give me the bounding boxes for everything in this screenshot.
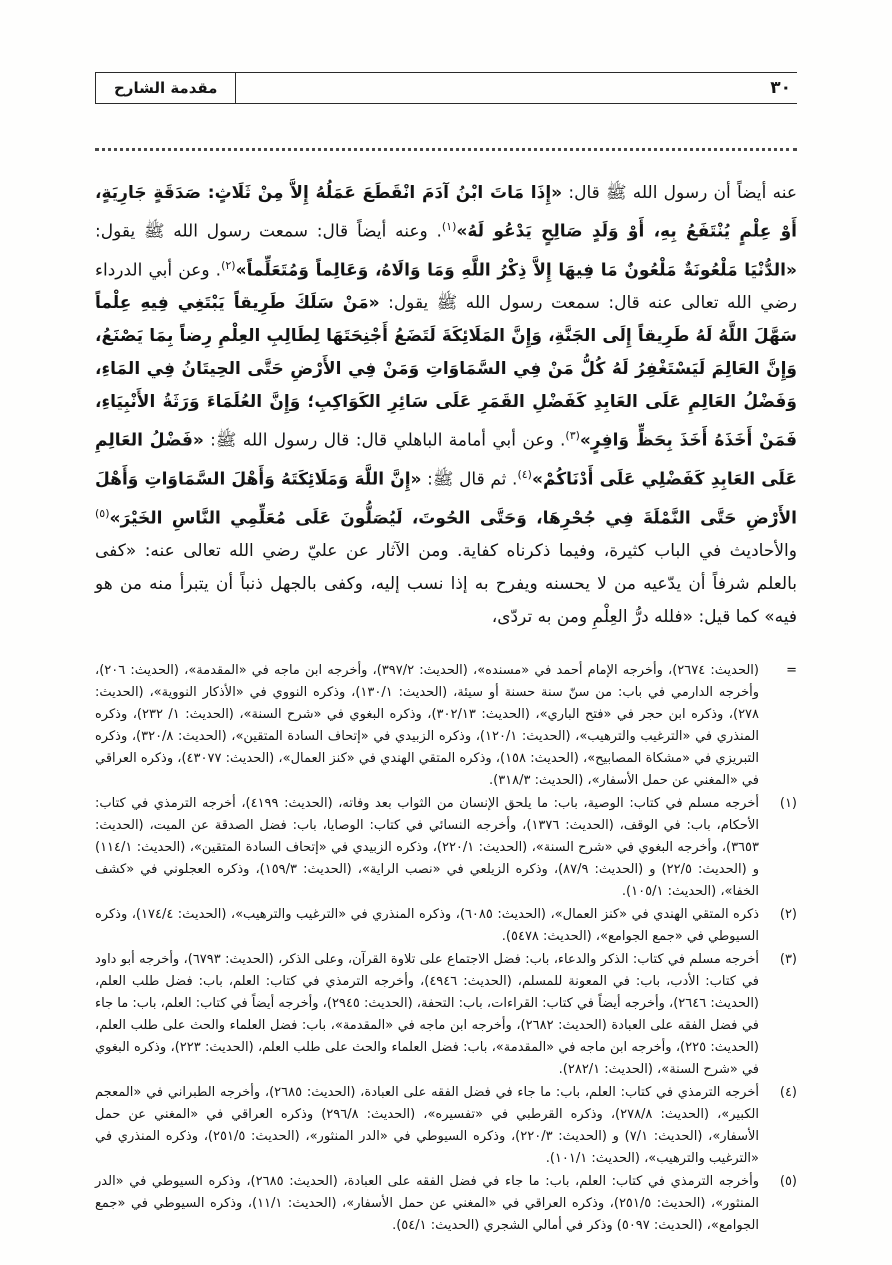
footnote-reference: (٣) (565, 429, 580, 443)
footnote-reference: (٥) (95, 506, 110, 520)
text-segment: «الدُّنْيَا مَلْعُونَةٌ مَلْعُونٌ مَا فِيهَا إِلاَّ ذِكْرُ اللَّهِ وَمَا وَالَاهُ، وَعَالِماً وَمُتَعَلِّماً» (235, 260, 797, 281)
footnotes-section (95, 660, 797, 1237)
text-segment: والأحاديث في الباب كثيرة، وفيما ذكرناه كفاية. ومن الآثار عن عليّ رضي الله تعالى عنه: «كفى بالعلم شرفاً أن يدّعيه من لا يحسنه ويفرح به إذا نسب إليه، وكفى بالجهل ذنباً أن يتبرأ منه من هو فيه» كما قيل: «فلله درُّ العِلْمِ ومن به تردّى، (95, 541, 797, 628)
footnote-text: أخرجه الترمذي في كتاب: العلم، باب: ما جاء في فضل الفقه على العبادة، (الحديث: ٢٦٨٥)، وأخرجه الطبراني في «المعجم الكبير»، (الحديث: ٢٧٨/٨)، وذكره القرطبي في «تفسيره»، (الحديث: ٢٩٦/٨) وذكره العراقي في «المغني عن حمل الأسفار»، (الحديث: ٧/١) و (الحديث: ٢٢٠/٣)، وذكره السيوطي في «الدر المنثور»، (الحديث: ٢٥١/٥)، وذكره المنذري في «الترغيب والترهيب»، (الحديث: ١٠١/١). (95, 1085, 760, 1167)
footnote-marker: (٢) (779, 907, 797, 923)
footnote-row (95, 1082, 797, 1170)
main-paragraph (95, 177, 797, 634)
text-segment: . وعن أبي أمامة الباهلي قال: قال رسول الله ﷺ: (203, 430, 566, 451)
text-segment: . ثم قال ﷺ: (421, 469, 518, 490)
footnote-text: وأخرجه الترمذي في كتاب: العلم، باب: ما جاء في فضل الفقه على العبادة، (الحديث: ٢٦٨٥)، وذكره السيوطي في «الدر المنثور»، (الحديث: ٢٥١/٥)، وذكره العراقي في «المغني عن حمل الأسفار»، (الحديث: ١١/١)، وذكره السيوطي في «جمع الجوامع»، (الحديث: ٥٠٩٧) وذكر في أمالي الشجري (الحديث: ٥٤/١). (95, 1174, 759, 1234)
text-segment: «إِنَّ اللَّهَ وَمَلَائِكَتَهُ وَأَهْلَ السَّمَاوَاتِ وَأَهْلَ الأَرْضِ حَتَّى النَّمْلَةَ فِي جُحْرِهَا، وَحَتَّى الحُوتَ، لَيُصَلُّونَ عَلَى مُعَلِّمِي النَّاسِ الخَيْرَ» (95, 469, 797, 529)
footnote-marker: (٥) (779, 1174, 797, 1190)
page-number: ٣٠ (770, 78, 791, 98)
running-header (95, 72, 797, 104)
text-segment: عنه أيضاً أن رسول الله ﷺ قال: (562, 183, 797, 203)
footnote-row (95, 793, 797, 903)
footnote-marker: (٤) (779, 1085, 797, 1101)
text-segment: «فَضْلُ العَالِمِ عَلَى العَابِدِ كَفَضْلِي عَلَى أَدْنَاكُمْ» (95, 430, 797, 490)
footnote-reference: (٢) (221, 258, 236, 272)
footnote-marker: = (786, 663, 797, 679)
text-segment: «مَنْ سَلَكَ طَرِيقاً يَبْتَغِي فِيهِ عِلْماً سَهَّلَ اللَّهُ لَهُ طَرِيقاً إِلَى الجَنَّةِ، وَإِنَّ المَلَائِكَةَ لَتَضَعُ أَجْنِحَتَهَا لِطَالِبِ العِلْمِ رِضاً بِمَا يَصْنَعُ، وَإِنَّ العَالِمَ لَيَسْتَغْفِرُ لَهُ كُلُّ مَنْ فِي السَّمَاوَاتِ وَمَنْ فِي الأَرْضِ حَتَّى الحِيتَانُ فِي المَاءِ، وَفَضْلُ العَالِمِ عَلَى العَابِدِ كَفَضْلِ القَمَرِ عَلَى سَائِرِ الكَوَاكِبِ؛ وَإِنَّ العُلَمَاءَ وَرَثَةُ الأَنْبِيَاءِ، فَمَنْ أَخَذَهُ أَخَذَ بِحَظٍّ وَافِرٍ» (95, 293, 797, 451)
footnote-text: (الحديث: ٢٦٧٤)، وأخرجه الإمام أحمد في «مسنده»، (الحديث: ٣٩٧/٢)، وأخرجه ابن ماجه في «المقدمة»، (الحديث: ٢٠٦)، وأخرجه الدارمي في باب: من سنّ سنة حسنة أو سيئة، (الحديث: ١٣٠/١)، وذكره النووي في «الأذكار النووية»، (الحديث: ٢٧٨)، وذكره ابن حجر في «فتح الباري»، (الحديث: ٣٠٢/١٣)، وذكره البغوي في «شرح السنة»، (الحديث: ١/ ٢٣٢)، وذكره المنذري في «الترغيب والترهيب»، (الحديث: ١٢٠/١)، وذكره الزبيدي في «إتحاف السادة المتقين»، (الحديث: ٣٢٠/٨)، وذكره التبريزي في «مشكاة المصابيح»، (الحديث: ١٥٨)، وذكره المتقي الهندي في «كنز العمال»، (الحديث: ٤٣٠٧٧)، وذكره العراقي في «المغني عن حمل الأسفار»، (الحديث: ٣١٨/٣). (95, 663, 760, 789)
text-segment: «إِذَا مَاتَ ابْنُ آدَمَ انْقَطَعَ عَمَلُهُ إِلاَّ مِنْ ثَلَاثٍ: صَدَقَةٍ جَارِيَةٍ، أَوْ عِلْمٍ يُنْتَفَعُ بِهِ، أَوْ وَلَدٍ صَالِحٍ يَدْعُو لَهُ» (95, 183, 797, 242)
footnote-row (95, 904, 797, 948)
body-text (95, 177, 797, 634)
text-segment: . وعن أبي الدرداء رضي الله تعالى عنه قال: سمعت رسول الله ﷺ يقول: (95, 260, 797, 314)
footnote-continuation-separator (95, 148, 797, 151)
footnote-reference: (١) (441, 220, 457, 233)
chapter-title-box (95, 73, 236, 103)
text-segment: . وعنه أيضاً قال: سمعت رسول الله ﷺ يقول: (95, 221, 442, 242)
footnote-text: أخرجه مسلم في كتاب: الذكر والدعاء، باب: فضل الاجتماع على تلاوة القرآن، وعلى الذكر، (الحديث: ٦٧٩٣)، وأخرجه أبو داود في كتاب: الأدب، باب: في المعونة للمسلم، (الحديث: ٤٩٤٦)، وأخرجه الترمذي في كتاب: العلم، باب: فضل طلب العلم، (الحديث: ٢٦٤٦)، وأخرجه أيضاً في كتاب: القراءات، باب: التحفة، (الحديث: ٢٩٤٥)، وأخرجه أيضاً في كتاب: العلم، باب: ما جاء في فضل الفقه على العبادة (الحديث: ٢٦٨٢)، وأخرجه ابن ماجه في «المقدمة»، باب: فضل العلماء والحث على طلب العلم، (الحديث: ٢٢٥)، وأخرجه ابن ماجه في «المقدمة»، باب: فضل العلماء والحث على طلب العلم، (الحديث: ٢٢٣)، وذكره البغوي في «شرح السنة»، (الحديث: ٢٨٢/١). (95, 952, 759, 1078)
footnote-reference: (٤) (517, 467, 532, 481)
footnote-marker: (١) (779, 796, 797, 812)
footnote-row (95, 660, 797, 792)
footnote-row (95, 1171, 797, 1237)
footnote-row (95, 949, 797, 1081)
chapter-title: مقدمة الشارح (114, 79, 218, 97)
footnote-marker: (٣) (779, 952, 797, 968)
footnote-text: أخرجه مسلم في كتاب: الوصية، باب: ما يلحق الإنسان من الثواب بعد وفاته، (الحديث: ٤١٩٩)، أخرجه الترمذي في كتاب: الأحكام، باب: في الوقف، (الحديث: ١٣٧٦)، وأخرجه النسائي في كتاب: الوصايا، باب: فضل الصدقة عن الميت، (الحديث: ٣٦٥٣)، وأخرجه البغوي في «شرح السنة»، (الحديث: ٢٢٠/١)، وذكره الزبيدي في «إتحاف السادة المتقين»، (الحديث: ١١٤/١) و (الحديث: ٢٢/٥) و (الحديث: ٨٧/٩)، وذكره الزيلعي في «نصب الراية»، (الحديث: ١٥٩/٣)، وذكره العجلوني في «كشف الخفا»، (الحديث: ١٠٥/١). (95, 796, 759, 900)
footnote-text: ذكره المتقي الهندي في «كنز العمال»، (الحديث: ٦٠٨٥)، وذكره المنذري في «الترغيب والترهيب»، (الحديث: ١٧٤/٤)، وذكره السيوطي في «جمع الجوامع»، (الحديث: ٥٤٧٨). (95, 907, 760, 945)
